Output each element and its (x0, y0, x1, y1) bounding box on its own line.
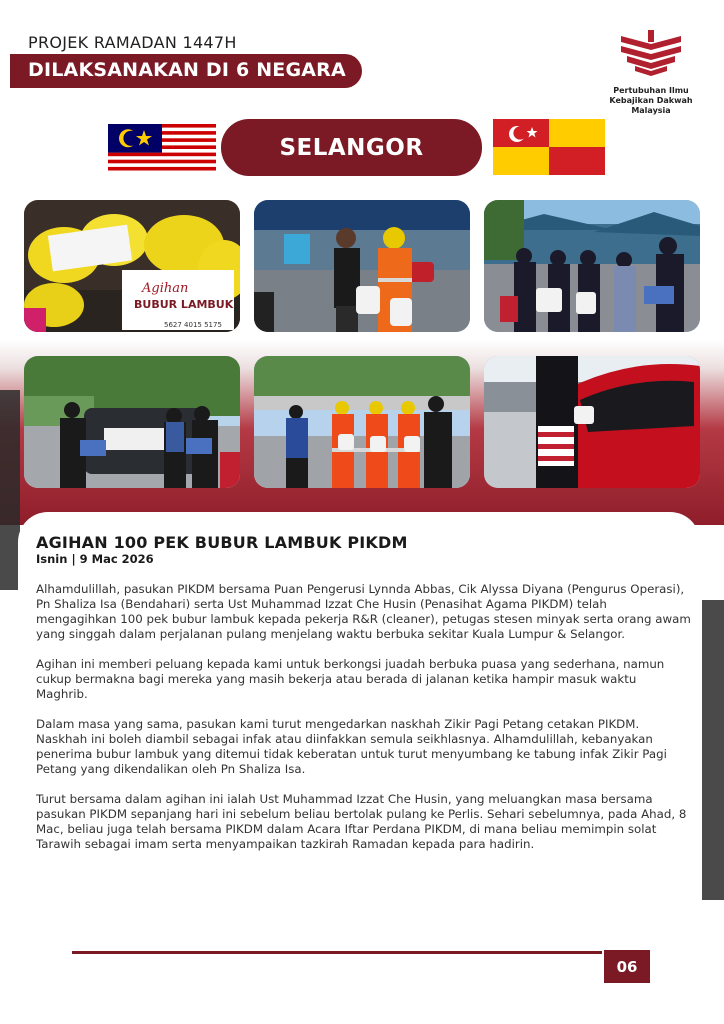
state-name: SELANGOR (279, 134, 424, 161)
org-name-line: Kebajikan Dakwah (609, 96, 693, 105)
article-date: Isnin | 9 Mac 2026 (36, 552, 154, 566)
car-boot-distribution-photo (24, 356, 240, 488)
team-group-photo (484, 200, 700, 332)
state-name-pill (221, 119, 482, 176)
car-window-handover-photo (484, 356, 700, 488)
countries-banner (10, 54, 362, 88)
article-paragraph: Dalam masa yang sama, pasukan kami turut mengedarkan naskhah Zikir Pagi Petang cetakan PIKDM. Naskhah ini boleh diambil sebagai infak atau diinfakkan semula seikhlasnya. Alhamdulillah, kebanyakan penerima bubur lambuk yang ditemui tidak keberatan untuk turut menyumbang ke tabung infak Zikir Pagi Petang yang dikendalikan oleh Pn Shaliza Isa. (36, 717, 667, 776)
org-name (596, 86, 706, 116)
org-name-line: Pertubuhan Ilmu (613, 86, 689, 95)
page-number: 06 (604, 950, 650, 983)
petrol-station-workers-photo (254, 356, 470, 488)
org-logo-icon (619, 30, 683, 82)
sign-text: Agihan (142, 281, 189, 296)
side-accent-bar (702, 600, 724, 900)
org-name-line: Malaysia (631, 106, 671, 115)
article-body (36, 582, 691, 867)
sign-text: 5627 4015 5175 (164, 321, 222, 329)
selangor-flag-icon (493, 119, 605, 175)
malaysia-flag-icon (108, 124, 216, 174)
project-title: PROJEK RAMADAN 1447H (28, 33, 237, 52)
article-paragraph: Agihan ini memberi peluang kepada kami untuk berkongsi juadah berbuka puasa yang sederhana, namun cukup bermakna bagi mereka yang masih bekerja atau berada di jalanan ketika hampir masuk waktu Maghrib. (36, 657, 665, 701)
volunteer-cleaner-photo (254, 200, 470, 332)
bubur-lambuk-packs-photo (24, 200, 240, 332)
footer-divider (72, 951, 602, 954)
article-paragraph: Alhamdulillah, pasukan PIKDM bersama Puan Pengerusi Lynnda Abbas, Cik Alyssa Diyana (Pengurus Operasi), Pn Shaliza Isa (Bendahari) serta Ust Muhammad Izzat Che Husin (Penasihat Agama PIKDM) telah mengagihkan 100 pek bubur lambuk kepada pekerja R&R (cleaner), petugas stesen minyak serta orang awam yang singgah dalam perjalanan pulang menjelang waktu berbuka sekitar Kuala Lumpur & Selangor. (36, 582, 691, 641)
sign-text: BUBUR LAMBUK (134, 298, 234, 311)
article-headline: AGIHAN 100 PEK BUBUR LAMBUK PIKDM (36, 533, 408, 552)
countries-banner-label: DILAKSANAKAN DI 6 NEGARA (28, 59, 346, 81)
article-paragraph: Turut bersama dalam agihan ini ialah Ust Muhammad Izzat Che Husin, yang meluangkan masa bersama pasukan PIKDM sepanjang hari ini sebelum beliau bertolak pulang ke Perlis. Sehari sebelumnya, pada Ahad, 8 Mac, beliau juga telah bersama PIKDM dalam Acara Iftar Perdana PIKDM, di mana beliau memimpin solat Tarawih sebagai imam serta menyampaikan tazkirah Ramadan kepada para hadirin. (36, 792, 687, 851)
side-accent-bar (0, 390, 20, 590)
